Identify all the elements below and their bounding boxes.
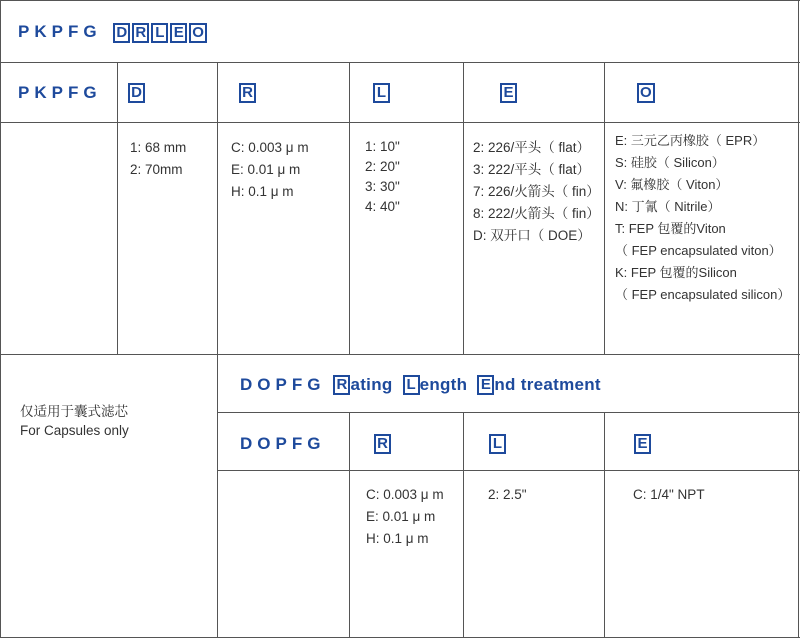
pk-options-o: [615, 130, 790, 306]
option-item: V: 氟橡胶（ Viton）: [615, 177, 729, 192]
do-options-e: [633, 484, 705, 506]
col-divider-3: [349, 62, 350, 354]
title-letter-d: D: [113, 23, 130, 43]
option-item: N: 丁氰（ Nitrile）: [615, 199, 721, 214]
divider-do-title: [217, 412, 800, 413]
option-item: H: 0.1 μ m: [231, 184, 294, 199]
option-item: 2: 2.5": [488, 487, 527, 502]
divider-title: [0, 62, 800, 63]
option-item: 7: 226/火箭头（ fin）: [473, 184, 600, 199]
do-row-code: DOPFG: [240, 434, 326, 453]
do-title-word-end-treatment: [477, 375, 601, 395]
pk-header-o: O: [637, 83, 655, 103]
do-options-l: [488, 484, 527, 506]
border-right: [798, 0, 799, 638]
do-title-letter-r: R: [333, 375, 350, 395]
pk-options-r: [231, 137, 309, 203]
border-top: [0, 0, 800, 1]
do-options-r: [366, 484, 444, 550]
do-header-r: R: [374, 434, 391, 454]
pk-row-code: PKPFG: [18, 83, 102, 102]
do-header-e: E: [634, 434, 651, 454]
col-divider-3b: [349, 412, 350, 638]
do-title-word-rest: ength: [419, 375, 468, 394]
col-divider-5b: [604, 412, 605, 638]
option-item: H: 0.1 μ m: [366, 531, 429, 546]
col-divider-4: [463, 62, 464, 354]
do-title-word-rest: nd treatment: [494, 375, 601, 394]
do-title-word-length: [403, 375, 468, 395]
border-left: [0, 0, 1, 638]
option-item: C: 0.003 μ m: [366, 487, 444, 502]
option-item: 8: 222/火箭头（ fin）: [473, 206, 600, 221]
option-item: E: 0.01 μ m: [231, 162, 301, 177]
divider-section: [0, 354, 800, 355]
title-letter-o: O: [189, 23, 207, 43]
col-divider-1: [117, 62, 118, 354]
do-title: [240, 375, 611, 395]
pk-options-d: [130, 137, 186, 181]
title-code-text: PKPFG: [18, 22, 102, 41]
title-letter-boxes: [113, 23, 207, 43]
pk-header-e: E: [500, 83, 517, 103]
capsule-note-zh: 仅适用于囊式滤芯: [20, 404, 128, 419]
capsule-note: [20, 402, 129, 440]
option-item: S: 硅胶（ Silicon）: [615, 155, 725, 170]
do-header-l: L: [489, 434, 506, 454]
title-code: [18, 22, 207, 43]
col-divider-4b: [463, 412, 464, 638]
divider-pk-header: [0, 122, 800, 123]
option-item: （ FEP encapsulated silicon）: [615, 287, 791, 302]
pk-options-e: [473, 137, 600, 247]
title-letter-e: E: [170, 23, 187, 43]
option-item: 3: 222/平头（ flat）: [473, 162, 591, 177]
option-item: E: 0.01 μ m: [366, 509, 436, 524]
border-bottom: [0, 637, 800, 638]
do-title-letter-e: E: [477, 375, 494, 395]
option-item: 2: 20": [365, 159, 400, 174]
option-item: K: FEP 包覆的Silicon: [615, 265, 737, 280]
option-item: D: 双开口（ DOE）: [473, 228, 591, 243]
option-item: E: 三元乙丙橡胶（ EPR）: [615, 133, 766, 148]
option-item: 2: 226/平头（ flat）: [473, 140, 591, 155]
divider-do-header: [217, 470, 800, 471]
option-item: 2: 70mm: [130, 162, 183, 177]
option-item: C: 1/4" NPT: [633, 487, 705, 502]
option-item: 4: 40": [365, 199, 400, 214]
col-divider-2: [217, 62, 218, 638]
title-letter-r: R: [132, 23, 149, 43]
option-item: 1: 10": [365, 139, 400, 154]
title-letter-l: L: [151, 23, 168, 43]
do-title-letter-l: L: [403, 375, 420, 395]
do-title-word-rating: [333, 375, 392, 395]
pk-header-r: R: [239, 83, 256, 103]
option-item: 3: 30": [365, 179, 400, 194]
do-title-code: DOPFG: [240, 375, 326, 394]
capsule-note-en: For Capsules only: [20, 423, 129, 438]
pk-options-l: [365, 137, 400, 217]
pk-header-l: L: [373, 83, 390, 103]
option-item: T: FEP 包覆的Viton: [615, 221, 726, 236]
pk-header-d: D: [128, 83, 145, 103]
option-item: 1: 68 mm: [130, 140, 187, 155]
do-title-word-rest: ating: [350, 375, 393, 394]
option-item: C: 0.003 μ m: [231, 140, 309, 155]
option-item: （ FEP encapsulated viton）: [615, 243, 782, 258]
col-divider-5: [604, 62, 605, 354]
